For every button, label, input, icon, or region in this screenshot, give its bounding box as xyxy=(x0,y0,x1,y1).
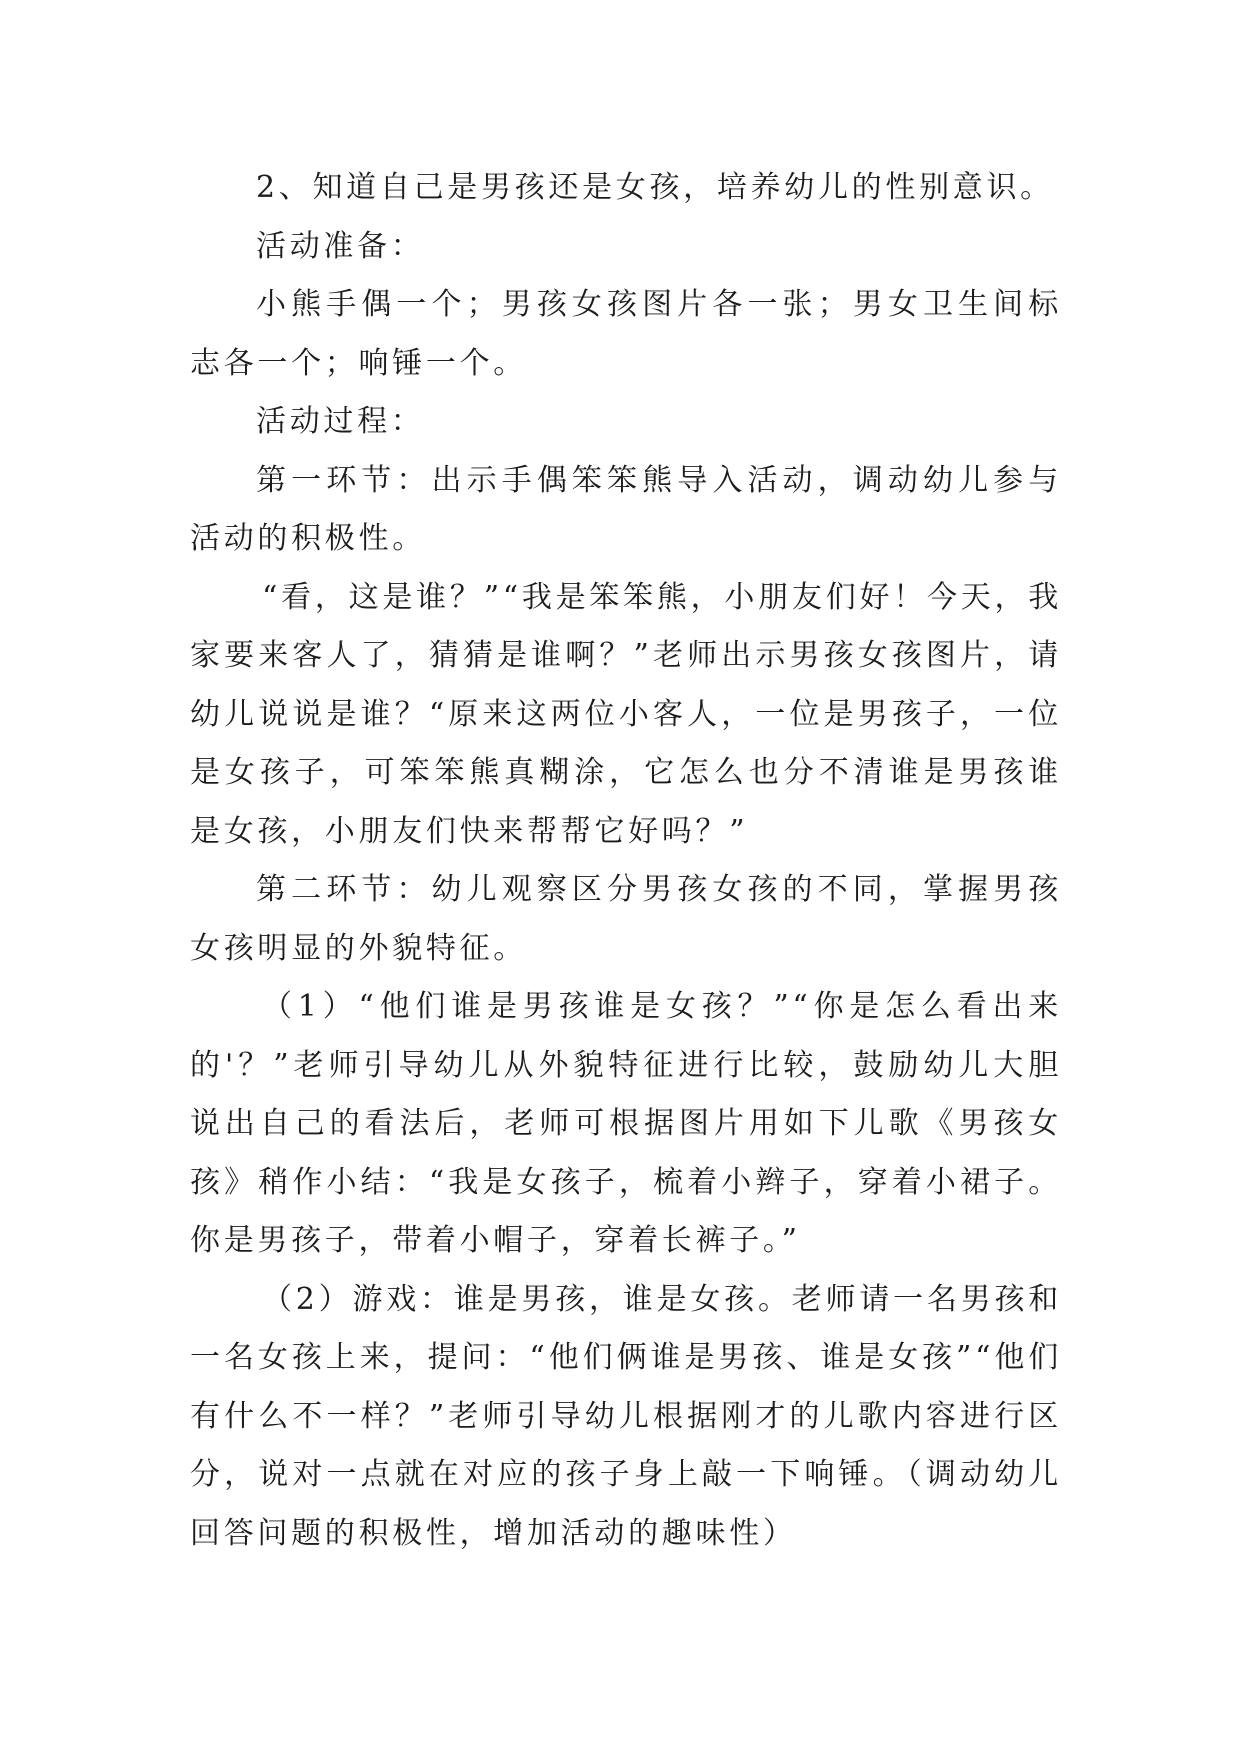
item-two-paragraph: （2）游戏：谁是男孩，谁是女孩。老师请一名男孩和一名女孩上来，提问：“他们俩谁是男孩、谁是女孩”“他们有什么不一样？”老师引导幼儿根据刚才的儿歌内容进行区分，说对一点就在对应的孩子身上敲一下响锤。（调动幼儿回答问题的积极性，增加活动的趣味性） xyxy=(190,1281,1062,1551)
document-body xyxy=(190,159,1062,1563)
step-two-paragraph: 第二环节：幼儿观察区分男孩女孩的不同，掌握男孩女孩明显的外貌特征。 xyxy=(190,872,1062,966)
process-heading: 活动过程： xyxy=(256,404,425,439)
step-one-paragraph: 第一环节：出示手偶笨笨熊导入活动，调动幼儿参与活动的积极性。 xyxy=(190,462,1062,556)
dialogue-paragraph: “看，这是谁？”“我是笨笨熊，小朋友们好！今天，我家要来客人了，猜猜是谁啊？”老师出示男孩女孩图片，请幼儿说说是谁？“原来这两位小客人，一位是男孩子，一位是女孩子，可笨笨熊真糊涂，它怎么也分不清谁是男孩谁是女孩，小朋友们快来帮帮它好吗？” xyxy=(190,579,1062,849)
preparation-heading: 活动准备： xyxy=(256,228,425,264)
preparation-paragraph: 小熊手偶一个；男孩女孩图片各一张；男女卫生间标志各一个；响锤一个。 xyxy=(190,287,1062,381)
item-one-paragraph: （1）“他们谁是男孩谁是女孩？”“你是怎么看出来的'？”老师引导幼儿从外貌特征进行比较，鼓励幼儿大胆说出自己的看法后，老师可根据图片用如下儿歌《男孩女孩》稍作小结：“我是女孩子，梳着小辫子，穿着小裙子。你是男孩子，带着小帽子，穿着长裤子。” xyxy=(190,989,1062,1258)
objective-paragraph: 2、知道自己是男孩还是女孩，培养幼儿的性别意识。 xyxy=(256,170,1054,205)
